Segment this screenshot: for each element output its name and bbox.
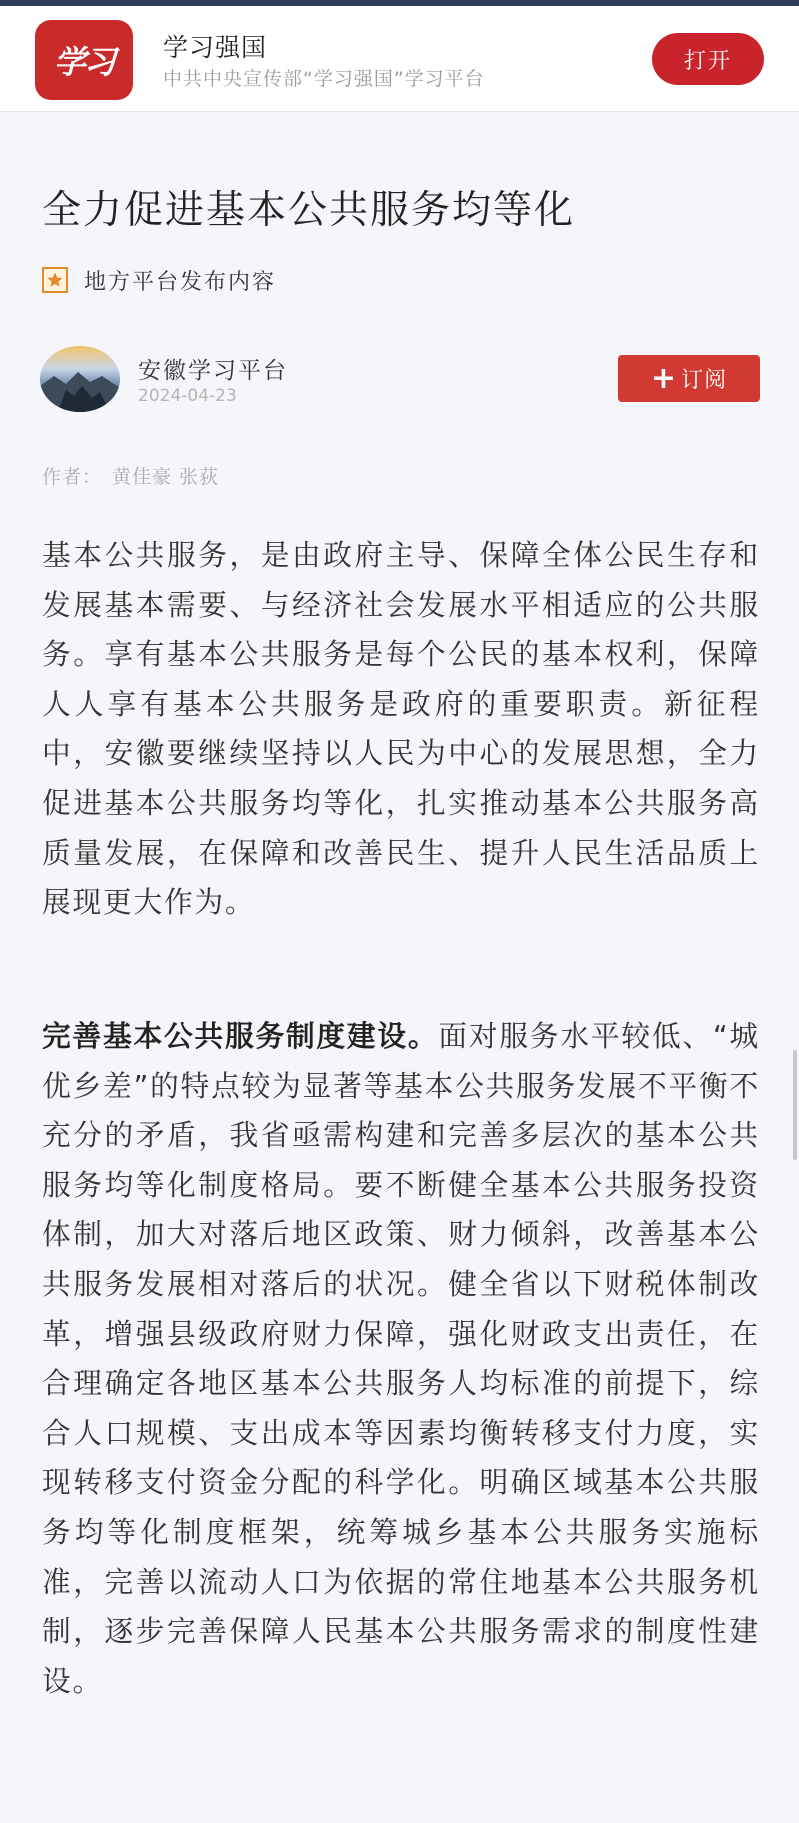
app-name: 学习强国 [163, 33, 268, 62]
source-tag-label: 地方平台发布内容 [84, 269, 277, 295]
author-names: 黄佳豪 张荻 [112, 466, 220, 488]
plus-icon: + [650, 360, 678, 396]
author-line [42, 462, 219, 489]
app-logo-text: 学习 [53, 43, 114, 81]
author-prefix: 作者： [42, 466, 103, 488]
app-logo[interactable] [35, 20, 133, 100]
article-title: 全力促进基本公共服务均等化 [42, 188, 576, 233]
star-badge-icon [42, 267, 68, 293]
publish-date: 2024-04-23 [138, 386, 237, 406]
app-description: 中共中央宣传部“学习强国”学习平台 [163, 68, 485, 90]
channel-avatar[interactable] [40, 346, 120, 412]
open-app-button[interactable]: 打开 [652, 33, 764, 85]
source-tag [42, 264, 276, 296]
subscribe-label: 订阅 [681, 368, 728, 393]
paragraph-text: 基本公共服务，是由政府主导、保障全体公民生存和发展基本需要、与经济社会发展水平相适应的公共服务。享有基本公共服务是每个公民的基本权利，保障人人享有基本公共服务是政府的重要职责。新征程中，安徽要继续坚持以人民为中心的发展思想，全力促进基本公共服务均等化，扎实推动基本公共服务高质量发展，在保障和改善民生、提升人民生活品质上展现更大作为。 [42, 538, 760, 920]
article-paragraph [42, 1012, 760, 1706]
scrollbar[interactable] [793, 1050, 797, 1160]
article-paragraph [42, 531, 760, 928]
channel-name[interactable]: 安徽学习平台 [138, 358, 288, 384]
paragraph-heading: 完善基本公共服务制度建设。 [42, 1019, 439, 1053]
paragraph-text: 面对服务水平较低、“城优乡差”的特点较为显著等基本公共服务发展不平衡不充分的矛盾，我省亟需构建和完善多层次的基本公共服务均等化制度格局。要不断健全基本公共服务投资体制，加大对落后地区政策、财力倾斜，改善基本公共服务发展相对落后的状况。健全省以下财税体制改革，增强县级政府财力保障，强化财政支出责任，在合理确定各地区基本公共服务人均标准的前提下，综合人口规模、支出成本等因素均衡转移支付力度，实现转移支付资金分配的科学化。明确区域基本公共服务均等化制度框架，统筹城乡基本公共服务实施标准，完善以流动人口为依据的常住地基本公共服务机制，逐步完善保障人民基本公共服务需求的制度性建设。 [42, 1019, 760, 1698]
app-download-banner [0, 6, 799, 112]
subscribe-button[interactable] [618, 355, 760, 402]
